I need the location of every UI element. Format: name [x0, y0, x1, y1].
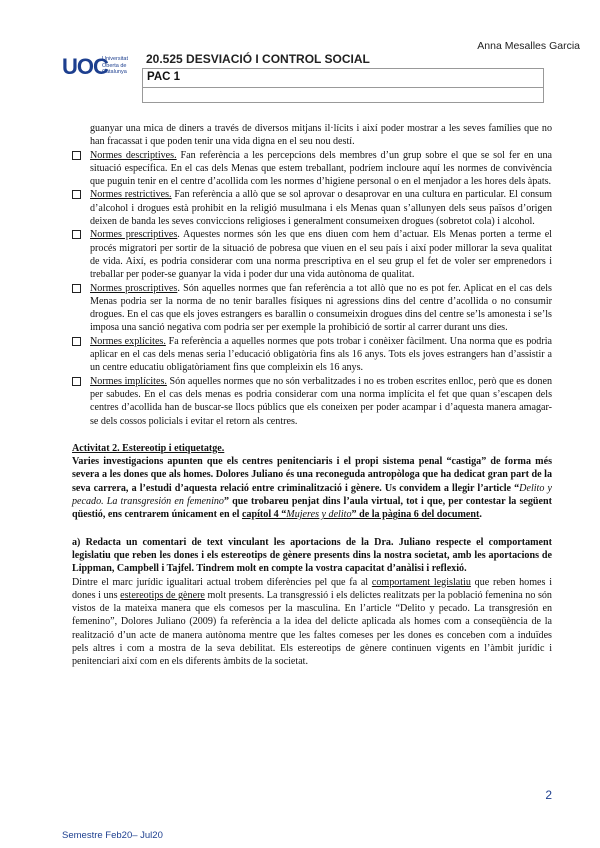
- list-item: [72, 375, 552, 428]
- bullet-term: Normes explícites.: [90, 335, 166, 347]
- question-text: a) Redacta un comentari de text vinculant les aportacions de la Dra. Juliano respecte el comportament legislatiu que reben les dones i els estereotips de gènere presents dins la nostra societat, amb les aportacions de Lippman, Campbell i Tajfel. Tindrem molt en compte la vostra capacitat d’anàlisi i reflexió.: [72, 536, 552, 575]
- activity-statement: [72, 455, 552, 521]
- activity-text-1: Varies investigacions apunten que els centres penitenciaris i el propi sistema penal “castiga” de forma més severa a les dones que als homes. Dolores Juliano és una reconeguda antropòloga que ha dedicat gran part de la seva carrera, a l’estudi d’aquesta relació entre criminalització i gènere. Us convidem a llegir l’article “: [72, 456, 552, 494]
- answer-part: Dintre el marc jurídic igualitari actual trobem diferències pel que fa al: [72, 576, 372, 588]
- bullet-text: . Són aquelles normes que fan referència a tot allò que no es pot fer. Aplicat en el cas dels Menas podria ser la norma de no tenir baralles físiques ni agressions dins del centre d’acollida o no consumir drogues. En el cas que els joves estrangers es barallin o consumeixin drogues dins del centre se’ls amonesta i se’ls imposa una sanció negativa com podria ser per exemple la prohibició de sortir al carrer durant uns dies.: [90, 282, 552, 334]
- activity-end: .: [479, 509, 482, 521]
- author-name: Anna Mesalles Garcia: [477, 40, 580, 52]
- article-title: Delito y pecado. La transgresión en femenino: [72, 482, 552, 508]
- answer-text: [72, 576, 552, 669]
- university-name: Universitat Oberta de Catalunya: [102, 56, 128, 75]
- bullet-term: Normes proscriptives: [90, 282, 178, 294]
- semester-footer: Semestre Feb20– Jul20: [62, 830, 163, 841]
- answer-underline: estereotips de gènere: [120, 589, 205, 601]
- list-item: [72, 335, 552, 375]
- activity-text-2: ” que trobareu penjat dins l’aula virtual, tot i que, per contestar la següent qüestió, ens centrarem únicament en el: [72, 496, 552, 521]
- bullet-text: Són aquelles normes que no són verbalitzades i no es troben escrites enlloc, però que es donen per sabudes. En el cas dels menas es podria considerar com una norma implícita el fet que quan s’escapen dels centres d’acollida han de buscar-se llocs públics que els coneixen per poder acampar i d’aquesta manera amagar-se dels cossos policials i evitar el retorn als centres.: [90, 375, 552, 427]
- checkbox-bullet-icon: [72, 377, 81, 386]
- document-body: [72, 122, 552, 669]
- answer-part: que reben homes i dones i uns: [72, 576, 552, 601]
- list-item: [72, 188, 552, 228]
- checkbox-bullet-icon: [72, 284, 81, 293]
- checkbox-bullet-icon: [72, 151, 81, 160]
- checkbox-bullet-icon: [72, 337, 81, 346]
- course-title: 20.525 DESVIACIÓ I CONTROL SOCIAL: [146, 52, 370, 66]
- pac-label: PAC 1: [147, 71, 181, 83]
- bullet-term: Normes restrictives.: [90, 189, 172, 201]
- activity-title: Activitat 2. Estereotip i etiquetatge.: [72, 442, 225, 454]
- bullet-text: Fan referència a allò que se sol aprovar o desaprovar en una cultura en particular. El consum d’alcohol i drogues està prohibit en la religió musulmana i els Menas quan s’allunyen dels seus països d’origen deixen de banda les seves conviccions religioses i generalment consumeixen drogues (sobretot cola) i alcohol.: [90, 189, 552, 228]
- chapter-ref: [242, 509, 479, 520]
- bullet-term: Normes descriptives.: [90, 149, 177, 161]
- chapter-title: Mujeres y delito: [286, 509, 352, 521]
- bullet-term: Normes implícites.: [90, 375, 167, 387]
- chapter-page: ” de la pàgina 6 del document: [351, 509, 480, 521]
- checkbox-bullet-icon: [72, 230, 81, 239]
- pac-box: [142, 68, 544, 88]
- bullet-text: . Aquestes normes són les que ens diuen com hem d’actuar. Els Menas porten a terme el procés migratori per sortir de la situació de pobresa que viuen en el seu país i així poder millorar la seva qualitat de vida. Així, es podria considerar com una norma prescriptiva en el seu grup el fet de voler ser emprenedors i treballar per poder-se guanyar la vida i poder dur una vida autònoma de qualitat.: [90, 229, 552, 281]
- logo-text: UOC: [62, 54, 108, 79]
- page-number: 2: [545, 788, 552, 802]
- list-item: [72, 228, 552, 281]
- answer-underline: comportament legislatiu: [371, 576, 471, 588]
- header-box-bottom: [142, 86, 544, 103]
- list-item: [72, 282, 552, 335]
- uoc-logo: [62, 54, 138, 82]
- bullet-text: Fa referència a aquelles normes que pots trobar i conèixer fàcilment. Una norma que es podria aplicar en el cas dels menas seria l’educació obligatòria fins als 16 anys. Tots els joves estrangers han d’assistir a un centre educatiu obligatòriament fins que compleixin els 16 anys.: [90, 335, 552, 374]
- checkbox-bullet-icon: [72, 190, 81, 199]
- intro-paragraph: guanyar una mica de diners a través de diversos mitjans il·lícits i així poder mostrar a les seves famílies que no han fracassat i que poden tenir una vida digna en el seu nou destí.: [90, 123, 552, 148]
- chapter-label: capítol 4 “: [241, 509, 287, 521]
- answer-part: molt presents. La transgressió i els delictes realitzats per la població femenina no són vistos de la mateixa manera que els comesos per la masculina. En l’article “Delito y pecado. La transgresión en femenino”, Dolores Juliano (2009) fa referència a la idea del delicte aplicada als homes com a conseqüència de la realització d’un acte de manera autònoma mentre que les faltes comeses per les dones es conceben com a induïdes pels altres i com a mostra de la seva debilitat. Els estereotips de gènere continuen vigents en l’àmbit jurídic i penitenciari així com en els diferents àmbits de la societat.: [72, 589, 552, 668]
- list-item: [72, 149, 552, 189]
- bullet-term: Normes prescriptives: [90, 229, 178, 241]
- bullet-text: Fan referència a les percepcions dels membres d’un grup sobre el que se sol fer en una situació específica. En el cas dels Menas que estem treballant, podríem incloure aquí les normes de convivència que puguin tenir en el centre d’acollida com les normes d’higiene personal o en el menjador a les hores dels àpats.: [90, 149, 552, 188]
